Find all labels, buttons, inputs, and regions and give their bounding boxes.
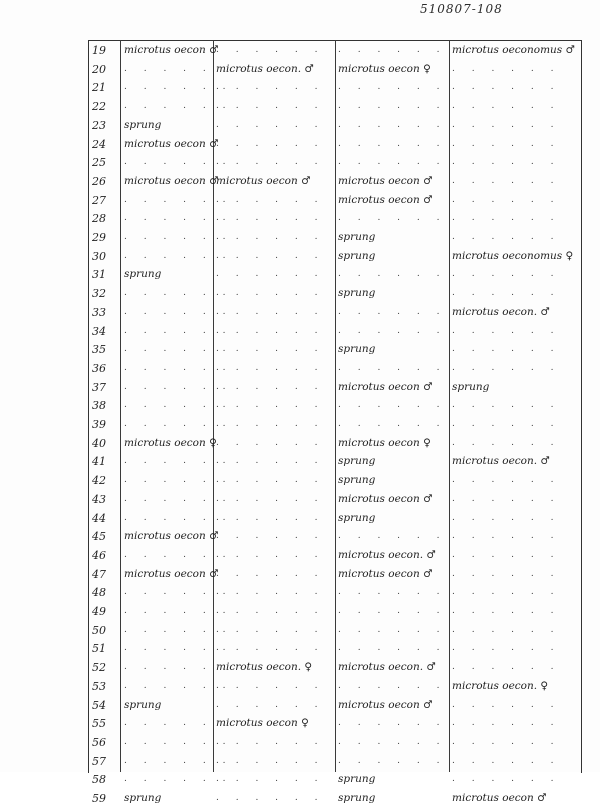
row-cell: microtus oecon ♀	[338, 436, 431, 449]
table-row	[88, 397, 580, 416]
row-cell: . . . . . .	[216, 250, 325, 261]
table-row	[88, 584, 580, 603]
row-cell: microtus oecon ♀	[124, 436, 217, 449]
row-cell: sprung	[338, 474, 376, 487]
row-number: 53	[92, 679, 106, 693]
table-row	[88, 753, 580, 772]
row-cell: . . . . . .	[216, 475, 325, 486]
row-cell: . . . . . .	[216, 232, 325, 242]
row-cell: . . . . . .	[216, 119, 325, 130]
row-number: 32	[92, 287, 106, 301]
row-number: 55	[92, 717, 106, 731]
row-number: 57	[92, 754, 106, 768]
row-number: 24	[92, 137, 106, 151]
row-cell: . . . . . .	[452, 736, 561, 747]
row-cell: . . . . . .	[216, 344, 325, 355]
table-row	[88, 154, 580, 173]
table-row	[88, 304, 580, 323]
row-cell: . . . . . .	[452, 643, 561, 654]
table-row	[88, 678, 580, 697]
table-row	[88, 472, 580, 491]
row-cell: . . . . . .	[338, 400, 447, 411]
table-row	[88, 771, 580, 790]
table-row	[88, 697, 580, 716]
table-row	[88, 341, 580, 360]
row-cell: . . . . . .	[452, 718, 561, 729]
table-row	[88, 210, 580, 229]
row-cell: . . . . . .	[452, 587, 561, 598]
row-cell: microtus oecon ♂	[338, 567, 433, 580]
row-cell: . . . . . .	[452, 232, 561, 242]
table-row	[88, 323, 580, 342]
table-row	[88, 640, 580, 659]
row-cell: microtus oecon ♂	[338, 193, 433, 206]
row-cell: microtus oecon. ♂	[452, 455, 550, 468]
row-number: 42	[92, 474, 106, 488]
table-row	[88, 790, 580, 809]
table-row	[88, 248, 580, 267]
row-cell: . . . . . .	[124, 101, 233, 112]
table-row	[88, 266, 580, 285]
row-cell: . . . . . .	[338, 45, 447, 55]
row-cell: microtus oecon ♂	[124, 137, 219, 150]
row-cell: . . . . . .	[216, 362, 325, 373]
row-cell: sprung	[338, 231, 376, 243]
row-cell: . . . . . .	[452, 662, 561, 673]
row-cell: microtus oecon. ♂	[452, 305, 550, 318]
row-cell: . . . . . .	[452, 269, 561, 280]
row-cell: . . . . . .	[124, 400, 233, 411]
row-number: 50	[92, 623, 106, 637]
row-cell: . . . . . .	[338, 269, 447, 280]
row-number: 47	[92, 567, 106, 581]
row-cell: microtus oecon. ♀	[452, 679, 549, 692]
row-cell: sprung	[338, 287, 376, 300]
row-number: 45	[92, 530, 106, 544]
table-row	[88, 528, 580, 547]
row-cell: microtus oecon. ♀	[216, 661, 313, 674]
row-cell: . . . . . .	[124, 624, 233, 635]
row-cell: . . . . . .	[124, 456, 233, 467]
row-number: 46	[92, 548, 106, 562]
row-cell: sprung	[124, 698, 162, 711]
row-cell: microtus oeconomus ♀	[452, 249, 574, 262]
row-cell: microtus oecon ♂	[338, 492, 433, 505]
row-number: 30	[92, 249, 106, 263]
row-number: 36	[92, 361, 106, 375]
table-row	[88, 453, 580, 472]
document-id: 510807-108	[420, 2, 503, 16]
row-cell: . . . . . .	[124, 362, 233, 373]
table-row	[88, 42, 580, 61]
row-cell: . . . . . .	[452, 400, 561, 411]
row-number: 25	[92, 156, 106, 170]
row-cell: . . . . . .	[124, 606, 233, 616]
row-number: 58	[92, 773, 106, 787]
row-cell: . . . . . .	[452, 288, 561, 299]
row-number: 39	[92, 418, 106, 431]
row-cell: . . . . . .	[338, 718, 447, 729]
row-cell: . . . . . .	[452, 624, 561, 635]
row-cell: sprung	[124, 792, 162, 804]
table-row	[88, 117, 580, 136]
row-cell: microtus oeconomus ♂	[452, 44, 575, 56]
row-cell: microtus oecon ♀	[216, 717, 309, 730]
row-number: 28	[92, 212, 106, 226]
row-cell: . . . . . .	[124, 325, 233, 336]
row-cell: . . . . . .	[338, 325, 447, 336]
row-cell: . . . . . .	[338, 531, 447, 542]
row-cell: . . . . . .	[216, 419, 325, 429]
row-cell: . . . . . .	[216, 138, 325, 149]
row-number: 54	[92, 698, 106, 712]
row-cell: . . . . . .	[338, 306, 447, 317]
row-cell: . . . . . .	[124, 549, 233, 560]
row-cell: . . . . . .	[124, 344, 233, 355]
row-number: 29	[92, 231, 106, 244]
row-cell: . . . . . .	[124, 643, 233, 654]
row-cell: sprung	[338, 343, 376, 356]
row-cell: . . . . . .	[124, 381, 233, 392]
row-cell: . . . . . .	[452, 475, 561, 486]
row-cell: . . . . . .	[338, 755, 447, 766]
row-cell: microtus oecon ♂	[452, 792, 547, 804]
row-cell: . . . . . .	[124, 82, 233, 93]
table-row	[88, 566, 580, 585]
row-cell: . . . . . .	[452, 512, 561, 523]
row-number: 40	[92, 436, 106, 450]
row-cell: . . . . . .	[216, 587, 325, 598]
row-cell: . . . . . .	[216, 82, 325, 93]
row-cell: . . . . . .	[452, 101, 561, 112]
row-number: 48	[92, 586, 106, 600]
row-number: 22	[92, 100, 106, 114]
row-number: 26	[92, 174, 106, 188]
row-cell: . . . . . .	[452, 213, 561, 224]
row-cell: . . . . . .	[216, 512, 325, 523]
row-cell: . . . . . .	[452, 568, 561, 579]
table-row	[88, 622, 580, 641]
row-cell: . . . . . .	[216, 101, 325, 112]
row-number: 19	[92, 44, 106, 57]
row-number: 52	[92, 661, 106, 675]
table-row	[88, 285, 580, 304]
row-cell: . . . . . .	[124, 736, 233, 747]
row-cell: . . . . . .	[338, 119, 447, 130]
row-cell: . . . . . .	[124, 213, 233, 224]
row-cell: sprung	[338, 792, 376, 804]
table-row	[88, 734, 580, 753]
table-row	[88, 192, 580, 211]
row-cell: . . . . . .	[216, 643, 325, 654]
table-row	[88, 510, 580, 529]
row-cell: . . . . . .	[338, 624, 447, 635]
row-cell: . . . . . .	[452, 437, 561, 448]
row-cell: . . . . . .	[124, 680, 233, 691]
row-cell: . . . . . .	[216, 306, 325, 317]
row-cell: . . . . . .	[452, 157, 561, 168]
row-cell: . . . . . .	[338, 606, 447, 616]
row-number: 44	[92, 511, 106, 525]
row-cell: . . . . . .	[216, 736, 325, 747]
row-number: 49	[92, 605, 106, 618]
row-cell: microtus oecon ♂	[124, 530, 219, 543]
row-cell: . . . . . .	[338, 157, 447, 168]
row-cell: microtus oecon ♂	[124, 567, 219, 580]
row-cell: . . . . . .	[216, 437, 325, 448]
row-cell: . . . . . .	[216, 793, 325, 803]
row-number: 37	[92, 380, 106, 394]
row-cell: . . . . . .	[216, 400, 325, 411]
row-cell: . . . . . .	[338, 643, 447, 654]
row-number: 59	[92, 792, 106, 805]
row-cell: microtus oecon ♂	[338, 698, 433, 711]
row-cell: sprung	[124, 268, 162, 281]
row-number: 21	[92, 81, 106, 95]
table-row	[88, 659, 580, 678]
row-cell: . . . . . .	[216, 456, 325, 467]
row-cell: . . . . . .	[124, 662, 233, 673]
row-cell: . . . . . .	[124, 419, 233, 429]
row-cell: . . . . . .	[216, 774, 325, 785]
row-cell: . . . . . .	[452, 531, 561, 542]
row-cell: . . . . . .	[452, 493, 561, 504]
row-cell: sprung	[338, 773, 376, 786]
row-cell: . . . . . .	[124, 493, 233, 504]
row-cell: . . . . . .	[452, 138, 561, 149]
row-cell: . . . . . .	[216, 381, 325, 392]
row-number: 23	[92, 118, 106, 132]
row-cell: . . . . . .	[338, 419, 447, 429]
row-cell: sprung	[338, 249, 376, 262]
row-cell: sprung	[338, 455, 376, 468]
row-cell: . . . . . .	[124, 774, 233, 785]
row-cell: . . . . . .	[452, 82, 561, 93]
table-row	[88, 229, 580, 248]
row-cell: . . . . . .	[124, 512, 233, 523]
row-cell: sprung	[124, 118, 162, 131]
row-cell: microtus oecon ♂	[338, 174, 433, 187]
row-cell: . . . . . .	[216, 531, 325, 542]
row-number: 20	[92, 62, 106, 76]
row-cell: . . . . . .	[216, 157, 325, 168]
row-cell: . . . . . .	[124, 587, 233, 598]
row-cell: . . . . . .	[338, 101, 447, 112]
row-cell: . . . . . .	[216, 699, 325, 710]
row-cell: . . . . . .	[216, 288, 325, 299]
table-row	[88, 79, 580, 98]
row-cell: . . . . . .	[452, 419, 561, 429]
row-number: 43	[92, 492, 106, 506]
table-row	[88, 98, 580, 117]
row-cell: . . . . . .	[452, 362, 561, 373]
row-cell: microtus oecon. ♂	[216, 62, 314, 75]
row-cell: . . . . . .	[452, 175, 561, 186]
row-cell: . . . . . .	[338, 587, 447, 598]
row-number: 31	[92, 268, 106, 282]
row-cell: . . . . . .	[124, 232, 233, 242]
row-cell: . . . . . .	[452, 119, 561, 130]
row-cell: sprung	[452, 380, 490, 393]
row-cell: . . . . . .	[216, 755, 325, 766]
row-cell: . . . . . .	[216, 549, 325, 560]
row-cell: . . . . . .	[216, 269, 325, 280]
row-cell: . . . . . .	[216, 213, 325, 224]
row-cell: . . . . . .	[452, 606, 561, 616]
row-cell: sprung	[338, 511, 376, 524]
row-cell: . . . . . .	[124, 288, 233, 299]
row-cell: . . . . . .	[216, 45, 325, 55]
row-cell: microtus oecon ♂	[338, 380, 433, 393]
table-row	[88, 416, 580, 435]
row-number: 51	[92, 642, 106, 656]
row-cell: microtus oecon ♀	[338, 62, 431, 75]
row-cell: microtus oecon. ♂	[338, 661, 436, 674]
row-cell: . . . . . .	[124, 718, 233, 729]
row-cell: . . . . . .	[124, 306, 233, 317]
row-cell: . . . . . .	[452, 344, 561, 355]
table-row	[88, 360, 580, 379]
row-cell: microtus oecon. ♂	[338, 548, 436, 561]
row-number: 35	[92, 343, 106, 357]
table-row	[88, 435, 580, 454]
row-cell: . . . . . .	[452, 755, 561, 766]
row-cell: . . . . . .	[124, 157, 233, 168]
table-row	[88, 491, 580, 510]
row-cell: . . . . . .	[338, 138, 447, 149]
row-cell: . . . . . .	[452, 325, 561, 336]
row-cell: . . . . . .	[452, 63, 561, 74]
row-number: 56	[92, 735, 106, 749]
row-cell: . . . . . .	[124, 475, 233, 486]
table-row	[88, 603, 580, 622]
row-cell: . . . . . .	[338, 680, 447, 691]
row-cell: . . . . . .	[338, 213, 447, 224]
row-cell: microtus oecon ♂	[216, 174, 311, 187]
row-cell: . . . . . .	[216, 325, 325, 336]
row-cell: . . . . . .	[216, 624, 325, 635]
row-cell: . . . . . .	[452, 549, 561, 560]
row-cell: . . . . . .	[216, 568, 325, 579]
row-cell: . . . . . .	[216, 680, 325, 691]
row-cell: . . . . . .	[338, 362, 447, 373]
row-cell: . . . . . .	[124, 755, 233, 766]
table-row	[88, 136, 580, 155]
row-number: 41	[92, 455, 106, 469]
row-cell: . . . . . .	[338, 82, 447, 93]
table-row	[88, 715, 580, 734]
row-cell: . . . . . .	[124, 250, 233, 261]
table-row	[88, 61, 580, 80]
row-cell: microtus oecon ♂	[124, 174, 219, 187]
row-cell: . . . . . .	[452, 699, 561, 710]
row-cell: . . . . . .	[338, 736, 447, 747]
row-cell: . . . . . .	[452, 774, 561, 785]
row-cell: microtus oecon ♂	[124, 44, 219, 56]
row-cell: . . . . . .	[216, 606, 325, 616]
row-number: 34	[92, 324, 106, 338]
row-number: 27	[92, 193, 106, 207]
row-cell: . . . . . .	[216, 493, 325, 504]
table-row	[88, 173, 580, 192]
table-row	[88, 379, 580, 398]
row-number: 33	[92, 305, 106, 319]
row-number: 38	[92, 399, 106, 413]
row-cell: . . . . . .	[452, 194, 561, 205]
row-cell: . . . . . .	[124, 63, 233, 74]
row-cell: . . . . . .	[124, 194, 233, 205]
table-row	[88, 547, 580, 566]
row-cell: . . . . . .	[216, 194, 325, 205]
